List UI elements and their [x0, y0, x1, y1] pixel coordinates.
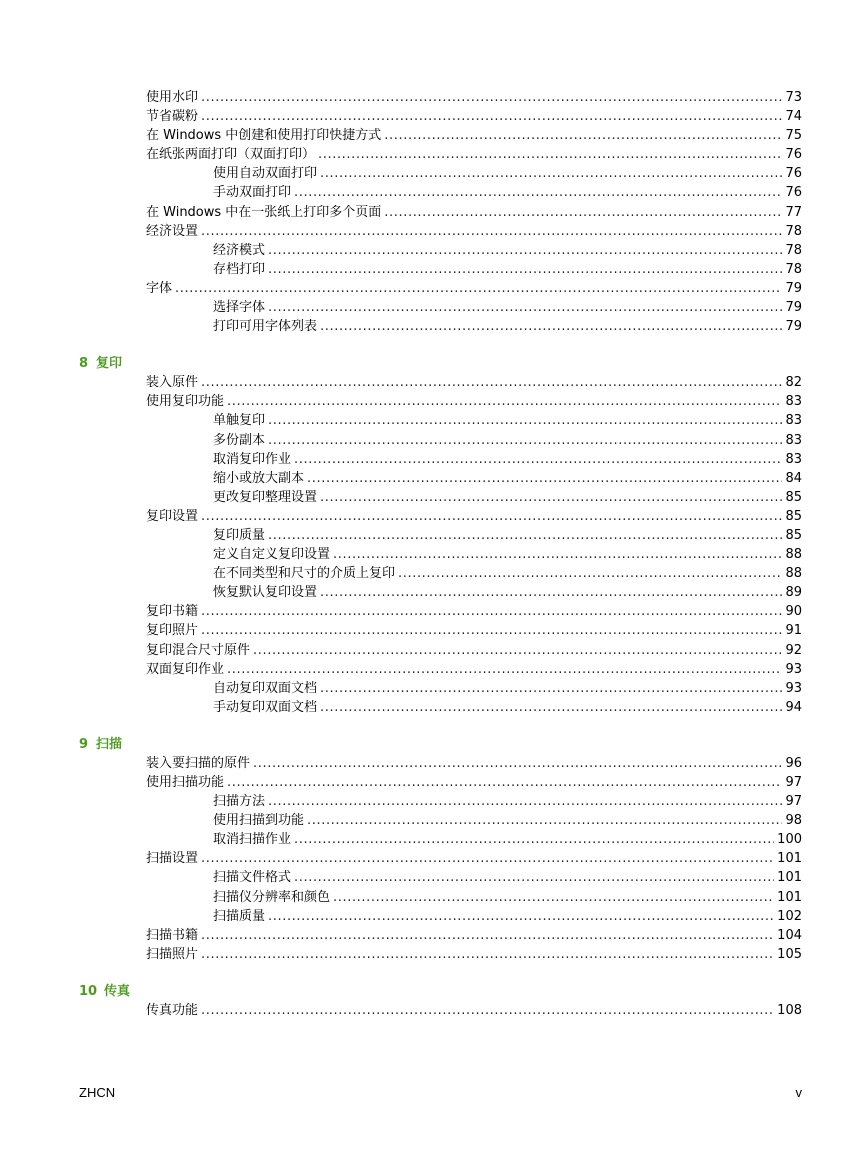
toc-entry-title: 双面复印作业	[146, 660, 227, 679]
toc-entry-line	[213, 260, 802, 279]
chapter-title: 扫描	[96, 736, 123, 752]
dot-leader	[201, 602, 782, 621]
dot-leader	[268, 241, 782, 260]
toc-entry-title: 恢复默认复印设置	[213, 583, 320, 602]
toc-entry[interactable]	[0, 641, 868, 660]
toc-entry[interactable]	[0, 830, 868, 849]
table-of-contents	[0, 88, 868, 1020]
dot-leader	[384, 203, 782, 222]
toc-entry-title: 传真功能	[146, 1001, 201, 1020]
toc-entry-line	[213, 469, 802, 488]
toc-entry-page-number: 75	[785, 128, 802, 144]
toc-entry-line	[146, 507, 802, 526]
toc-entry-title: 定义自定义复印设置	[213, 545, 333, 564]
toc-entry-line	[213, 792, 802, 811]
toc-entry-line	[146, 222, 802, 241]
toc-entry-title: 复印照片	[146, 621, 201, 640]
toc-entry-line	[213, 183, 802, 202]
toc-entry-page-number: 104	[777, 927, 802, 943]
dot-leader	[398, 564, 782, 583]
toc-entry[interactable]	[0, 164, 868, 183]
toc-entry-line	[146, 145, 802, 164]
chapter-heading[interactable]	[0, 354, 868, 373]
toc-entry-page-number: 84	[785, 470, 802, 486]
toc-entry[interactable]	[0, 698, 868, 717]
toc-entry-title: 扫描文件格式	[213, 868, 294, 887]
toc-entry-line	[146, 621, 802, 640]
toc-entry-title: 取消扫描作业	[213, 830, 294, 849]
toc-entry-line	[146, 754, 802, 773]
toc-entry[interactable]	[0, 660, 868, 679]
toc-entry-page-number: 76	[785, 147, 802, 163]
dot-leader	[253, 641, 782, 660]
dot-leader	[294, 868, 774, 887]
toc-entry-line	[213, 411, 802, 430]
toc-entry-title: 取消复印作业	[213, 450, 294, 469]
toc-entry-page-number: 88	[785, 547, 802, 563]
footer-language-code: ZHCN	[79, 1085, 116, 1100]
chapter-heading[interactable]	[0, 982, 868, 1001]
toc-entry-page-number: 79	[785, 280, 802, 296]
dot-leader	[227, 773, 782, 792]
toc-entry-page-number: 100	[777, 832, 802, 848]
toc-entry-page-number: 85	[785, 489, 802, 505]
toc-entry[interactable]	[0, 545, 868, 564]
toc-entry[interactable]	[0, 602, 868, 621]
toc-entry[interactable]	[0, 298, 868, 317]
toc-entry-line	[213, 241, 802, 260]
toc-entry-line	[213, 450, 802, 469]
dot-leader	[227, 660, 782, 679]
toc-entry[interactable]	[0, 126, 868, 145]
toc-entry[interactable]	[0, 773, 868, 792]
toc-entry-page-number: 97	[785, 775, 802, 790]
toc-entry-line	[213, 868, 802, 887]
chapter-number: 9	[79, 736, 89, 752]
toc-entry-page-number: 93	[785, 661, 802, 677]
toc-entry-title: 复印设置	[146, 507, 201, 526]
toc-entry[interactable]	[0, 1001, 868, 1020]
dot-leader	[268, 526, 782, 545]
toc-entry-line	[213, 907, 802, 926]
toc-entry-line	[146, 773, 802, 792]
chapter-heading[interactable]	[0, 735, 868, 754]
toc-entry-page-number: 83	[785, 432, 802, 448]
toc-entry-page-number: 88	[785, 566, 802, 582]
dot-leader	[268, 907, 774, 926]
toc-entry-page-number: 79	[785, 319, 802, 335]
dot-leader	[320, 164, 782, 183]
dot-leader	[201, 926, 774, 945]
toc-entry-title: 复印混合尺寸原件	[146, 641, 253, 660]
toc-entry-title: 装入要扫描的原件	[146, 754, 253, 773]
toc-entry-title: 扫描设置	[146, 849, 201, 868]
toc-entry-title: 扫描仪分辨率和颜色	[213, 888, 333, 907]
toc-entry-title: 复印书籍	[146, 602, 201, 621]
toc-entry[interactable]	[0, 145, 868, 164]
toc-entry-title: 使用扫描到功能	[213, 811, 307, 830]
toc-entry-title: 缩小或放大副本	[213, 469, 307, 488]
toc-entry-page-number: 76	[785, 166, 802, 182]
toc-entry-page-number: 83	[785, 413, 802, 429]
toc-entry-line	[213, 830, 802, 849]
toc-entry[interactable]	[0, 241, 868, 260]
toc-entry-page-number: 85	[785, 508, 802, 524]
toc-entry-page-number: 78	[785, 223, 802, 239]
toc-entry-page-number: 83	[785, 394, 802, 410]
toc-entry-line	[146, 602, 802, 621]
dot-leader	[320, 317, 782, 336]
toc-entry-line	[213, 317, 802, 336]
chapter-title: 复印	[96, 356, 123, 372]
toc-entry-title: 复印质量	[213, 526, 268, 545]
toc-entry-line	[146, 945, 802, 964]
toc-entry-page-number: 74	[785, 109, 802, 125]
toc-entry-title: 装入原件	[146, 373, 201, 392]
dot-leader	[320, 583, 782, 602]
dot-leader	[384, 126, 782, 145]
toc-entry[interactable]	[0, 222, 868, 241]
toc-entry-line	[146, 373, 802, 392]
dot-leader	[201, 1001, 774, 1020]
toc-entry-title: 更改复印整理设置	[213, 488, 320, 507]
toc-entry-line	[146, 849, 802, 868]
toc-entry-title: 在 Windows 中创建和使用打印快捷方式	[146, 126, 384, 145]
dot-leader	[201, 222, 782, 241]
toc-entry-line	[146, 1001, 802, 1020]
toc-entry-title: 扫描质量	[213, 907, 268, 926]
toc-entry-line	[213, 431, 802, 450]
toc-entry-title: 字体	[146, 279, 175, 298]
toc-entry-page-number: 108	[777, 1002, 802, 1018]
dot-leader	[320, 679, 782, 698]
toc-entry[interactable]	[0, 450, 868, 469]
toc-entry[interactable]	[0, 507, 868, 526]
toc-entry-page-number: 82	[785, 375, 802, 391]
toc-entry[interactable]	[0, 107, 868, 126]
toc-entry-page-number: 77	[785, 204, 802, 220]
chapter-number: 8	[79, 356, 89, 372]
toc-entry-title: 存档打印	[213, 260, 268, 279]
toc-entry-line	[213, 488, 802, 507]
toc-entry-title: 打印可用字体列表	[213, 317, 320, 336]
dot-leader	[227, 392, 782, 411]
toc-entry-line	[213, 583, 802, 602]
toc-entry-title: 经济设置	[146, 222, 201, 241]
dot-leader	[294, 830, 774, 849]
dot-leader	[201, 945, 774, 964]
dot-leader	[307, 811, 782, 830]
toc-entry-line	[213, 526, 802, 545]
toc-entry-page-number: 101	[777, 889, 802, 905]
toc-entry-line	[213, 564, 802, 583]
toc-entry[interactable]	[0, 811, 868, 830]
toc-entry-title: 在 Windows 中在一张纸上打印多个页面	[146, 203, 384, 222]
toc-entry[interactable]	[0, 868, 868, 887]
toc-entry-page-number: 98	[785, 813, 802, 829]
toc-entry-title: 手动双面打印	[213, 183, 294, 202]
dot-leader	[268, 260, 782, 279]
toc-entry-line	[146, 107, 802, 126]
toc-entry-page-number: 102	[777, 908, 802, 924]
dot-leader	[318, 145, 782, 164]
dot-leader	[201, 107, 782, 126]
dot-leader	[201, 507, 782, 526]
toc-entry-line	[213, 811, 802, 830]
toc-entry-line	[146, 88, 802, 107]
toc-entry-line	[213, 545, 802, 564]
toc-entry[interactable]	[0, 583, 868, 602]
toc-entry-title: 使用复印功能	[146, 392, 227, 411]
dot-leader	[333, 545, 782, 564]
toc-entry-page-number: 97	[785, 794, 802, 810]
dot-leader	[175, 279, 782, 298]
toc-entry-line	[213, 888, 802, 907]
toc-entry-title: 多份副本	[213, 431, 268, 450]
dot-leader	[268, 411, 782, 430]
toc-entry-line	[213, 698, 802, 717]
dot-leader	[294, 183, 782, 202]
toc-entry-page-number: 101	[777, 851, 802, 867]
toc-entry-line	[213, 679, 802, 698]
toc-entry-page-number: 105	[777, 946, 802, 962]
toc-entry-page-number: 89	[785, 585, 802, 601]
toc-entry-page-number: 85	[785, 527, 802, 543]
toc-entry-title: 在不同类型和尺寸的介质上复印	[213, 564, 398, 583]
toc-entry-title: 扫描方法	[213, 792, 268, 811]
toc-entry[interactable]	[0, 183, 868, 202]
toc-entry[interactable]	[0, 526, 868, 545]
dot-leader	[294, 450, 782, 469]
toc-entry-title: 在纸张两面打印（双面打印）	[146, 145, 318, 164]
toc-entry-page-number: 96	[785, 755, 802, 771]
toc-entry-page-number: 78	[785, 242, 802, 258]
toc-entry[interactable]	[0, 679, 868, 698]
toc-entry[interactable]	[0, 469, 868, 488]
dot-leader	[268, 792, 782, 811]
toc-entry-title: 单触复印	[213, 411, 268, 430]
toc-entry[interactable]	[0, 411, 868, 430]
toc-entry-title: 使用自动双面打印	[213, 164, 320, 183]
toc-entry[interactable]	[0, 392, 868, 411]
toc-entry-title: 节省碳粉	[146, 107, 201, 126]
toc-entry-title: 选择字体	[213, 298, 268, 317]
dot-leader	[333, 888, 774, 907]
toc-entry[interactable]	[0, 945, 868, 964]
toc-entry[interactable]	[0, 260, 868, 279]
toc-entry[interactable]	[0, 317, 868, 336]
toc-entry-line	[146, 279, 802, 298]
dot-leader	[201, 88, 782, 107]
dot-leader	[201, 373, 782, 392]
dot-leader	[268, 431, 782, 450]
toc-entry-page-number: 79	[785, 300, 802, 316]
toc-entry-page-number: 83	[785, 451, 802, 467]
toc-entry[interactable]	[0, 754, 868, 773]
toc-entry-line	[146, 392, 802, 411]
toc-entry-line	[146, 660, 802, 679]
toc-entry-line	[146, 203, 802, 222]
dot-leader	[201, 849, 774, 868]
dot-leader	[307, 469, 782, 488]
toc-entry-title: 使用扫描功能	[146, 773, 227, 792]
chapter-title: 传真	[104, 983, 131, 999]
toc-entry-title: 手动复印双面文档	[213, 698, 320, 717]
dot-leader	[201, 621, 782, 640]
toc-entry-page-number: 92	[785, 642, 802, 658]
toc-entry-line	[146, 926, 802, 945]
toc-entry[interactable]	[0, 488, 868, 507]
toc-entry[interactable]	[0, 926, 868, 945]
toc-entry[interactable]	[0, 888, 868, 907]
toc-entry[interactable]	[0, 907, 868, 926]
chapter-number: 10	[79, 983, 98, 999]
toc-entry[interactable]	[0, 564, 868, 583]
toc-entry-line	[213, 298, 802, 317]
toc-entry-line	[146, 641, 802, 660]
toc-entry[interactable]	[0, 279, 868, 298]
toc-entry-page-number: 73	[785, 90, 802, 105]
toc-entry-line	[213, 164, 802, 183]
toc-entry-page-number: 90	[785, 604, 802, 620]
toc-entry[interactable]	[0, 431, 868, 450]
toc-entry-title: 使用水印	[146, 88, 201, 107]
toc-entry-line	[146, 126, 802, 145]
toc-entry[interactable]	[0, 621, 868, 640]
toc-entry[interactable]	[0, 88, 868, 107]
dot-leader	[253, 754, 782, 773]
toc-entry-page-number: 78	[785, 261, 802, 277]
toc-entry-title: 扫描书籍	[146, 926, 201, 945]
toc-entry-title: 自动复印双面文档	[213, 679, 320, 698]
toc-entry-page-number: 94	[785, 699, 802, 715]
dot-leader	[320, 488, 782, 507]
toc-entry-page-number: 101	[777, 870, 802, 886]
toc-entry-page-number: 93	[785, 680, 802, 696]
toc-entry[interactable]	[0, 373, 868, 392]
dot-leader	[268, 298, 782, 317]
dot-leader	[320, 698, 782, 717]
toc-entry[interactable]	[0, 203, 868, 222]
toc-entry-page-number: 76	[785, 185, 802, 201]
toc-entry-title: 扫描照片	[146, 945, 201, 964]
footer-page-number: v	[795, 1085, 802, 1100]
toc-entry-title: 经济模式	[213, 241, 268, 260]
toc-entry-page-number: 91	[785, 623, 802, 639]
toc-entry[interactable]	[0, 849, 868, 868]
toc-entry[interactable]	[0, 792, 868, 811]
